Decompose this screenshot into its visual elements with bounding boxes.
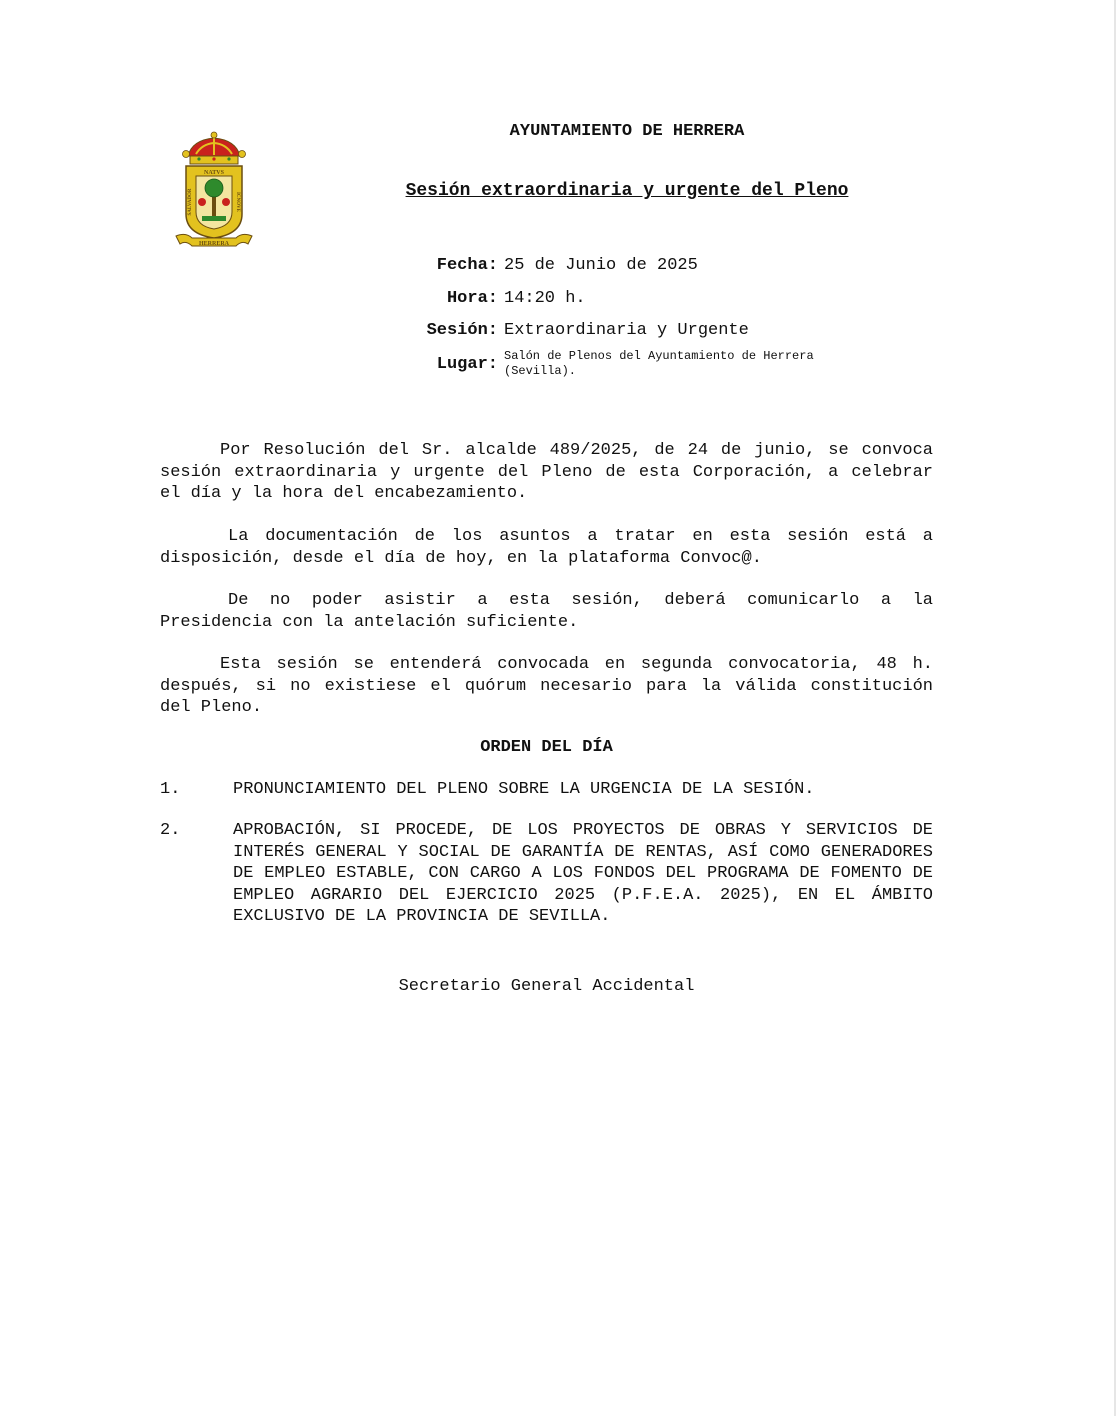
crest-ribbon-text: HERRERA — [198, 241, 230, 247]
municipal-crest-logo — [172, 130, 256, 254]
meta-value: Salón de Plenos del Ayuntamiento de Herrera (Sevilla). — [504, 349, 814, 378]
agenda-item-text: PRONUNCIAMIENTO DEL PLENO SOBRE LA URGENCIA DE LA SESIÓN. — [233, 780, 815, 799]
meta-row-session — [400, 321, 870, 340]
meta-label: Fecha: — [436, 256, 498, 275]
crest-scroll-left: SALVADOR — [188, 188, 193, 216]
session-title: Sesión extraordinaria y urgente del Pleno — [405, 181, 849, 201]
meta-value: Extraordinaria y Urgente — [504, 321, 749, 340]
meta-value: 25 de Junio de 2025 — [504, 256, 698, 275]
agenda-item — [160, 779, 933, 801]
body-paragraph: Por Resolución del Sr. alcalde 489/2025, de 24 de junio, se convoca sesión extraordinaria y urgente del Pleno de esta Corporación, a celebrar el día y la hora del encabezamiento. — [160, 441, 933, 503]
organization-title: AYUNTAMIENTO DE HERRERA — [509, 122, 745, 141]
crest-scroll-top: NATVS — [204, 170, 224, 176]
meta-label: Lugar: — [436, 354, 498, 374]
meta-row-place — [400, 349, 870, 379]
agenda-heading: ORDEN DEL DÍA — [480, 738, 613, 757]
agenda-item-number: 2. — [160, 821, 181, 840]
meta-label: Hora: — [446, 289, 498, 308]
agenda-item — [160, 820, 933, 928]
signature-line: Secretario General Accidental — [398, 977, 695, 996]
agenda-item-text: APROBACIÓN, SI PROCEDE, DE LOS PROYECTOS DE OBRAS Y SERVICIOS DE INTERÉS GENERAL Y SOCIAL DE GARANTÍA DE RENTAS, ASÍ COMO GENERADORES DE EMPLEO ESTABLE, CON CARGO A LOS FONDOS DEL PROGRAMA DE FOMENTO DE EMPLEO AGRARIO DEL EJERCICIO 2025 (P.F.E.A. 2025), EN EL ÁMBITO EXCLUSIVO DE LA PROVINCIA DE SEVILLA. — [233, 821, 933, 926]
meta-label: Sesión: — [426, 321, 498, 340]
crown-icon — [183, 132, 246, 164]
body-paragraph: La documentación de los asuntos a tratar en esta sesión está a disposición, desde el día de hoy, en la plataforma Convoc@. — [160, 527, 933, 568]
crest-scroll-right: ICNOVE — [235, 191, 240, 213]
meta-row-time — [400, 289, 870, 308]
page-edge-line — [1114, 0, 1116, 1416]
meta-value: 14:20 h. — [504, 289, 586, 308]
shield-icon — [186, 166, 242, 238]
meta-row-date — [400, 256, 870, 275]
body-paragraph: Esta sesión se entenderá convocada en segunda convocatoria, 48 h. después, si no existiese el quórum necesario para la válida constitución del Pleno. — [160, 655, 933, 717]
body-paragraph: De no poder asistir a esta sesión, deberá comunicarlo a la Presidencia con la antelación suficiente. — [160, 591, 933, 632]
agenda-item-number: 1. — [160, 780, 181, 799]
